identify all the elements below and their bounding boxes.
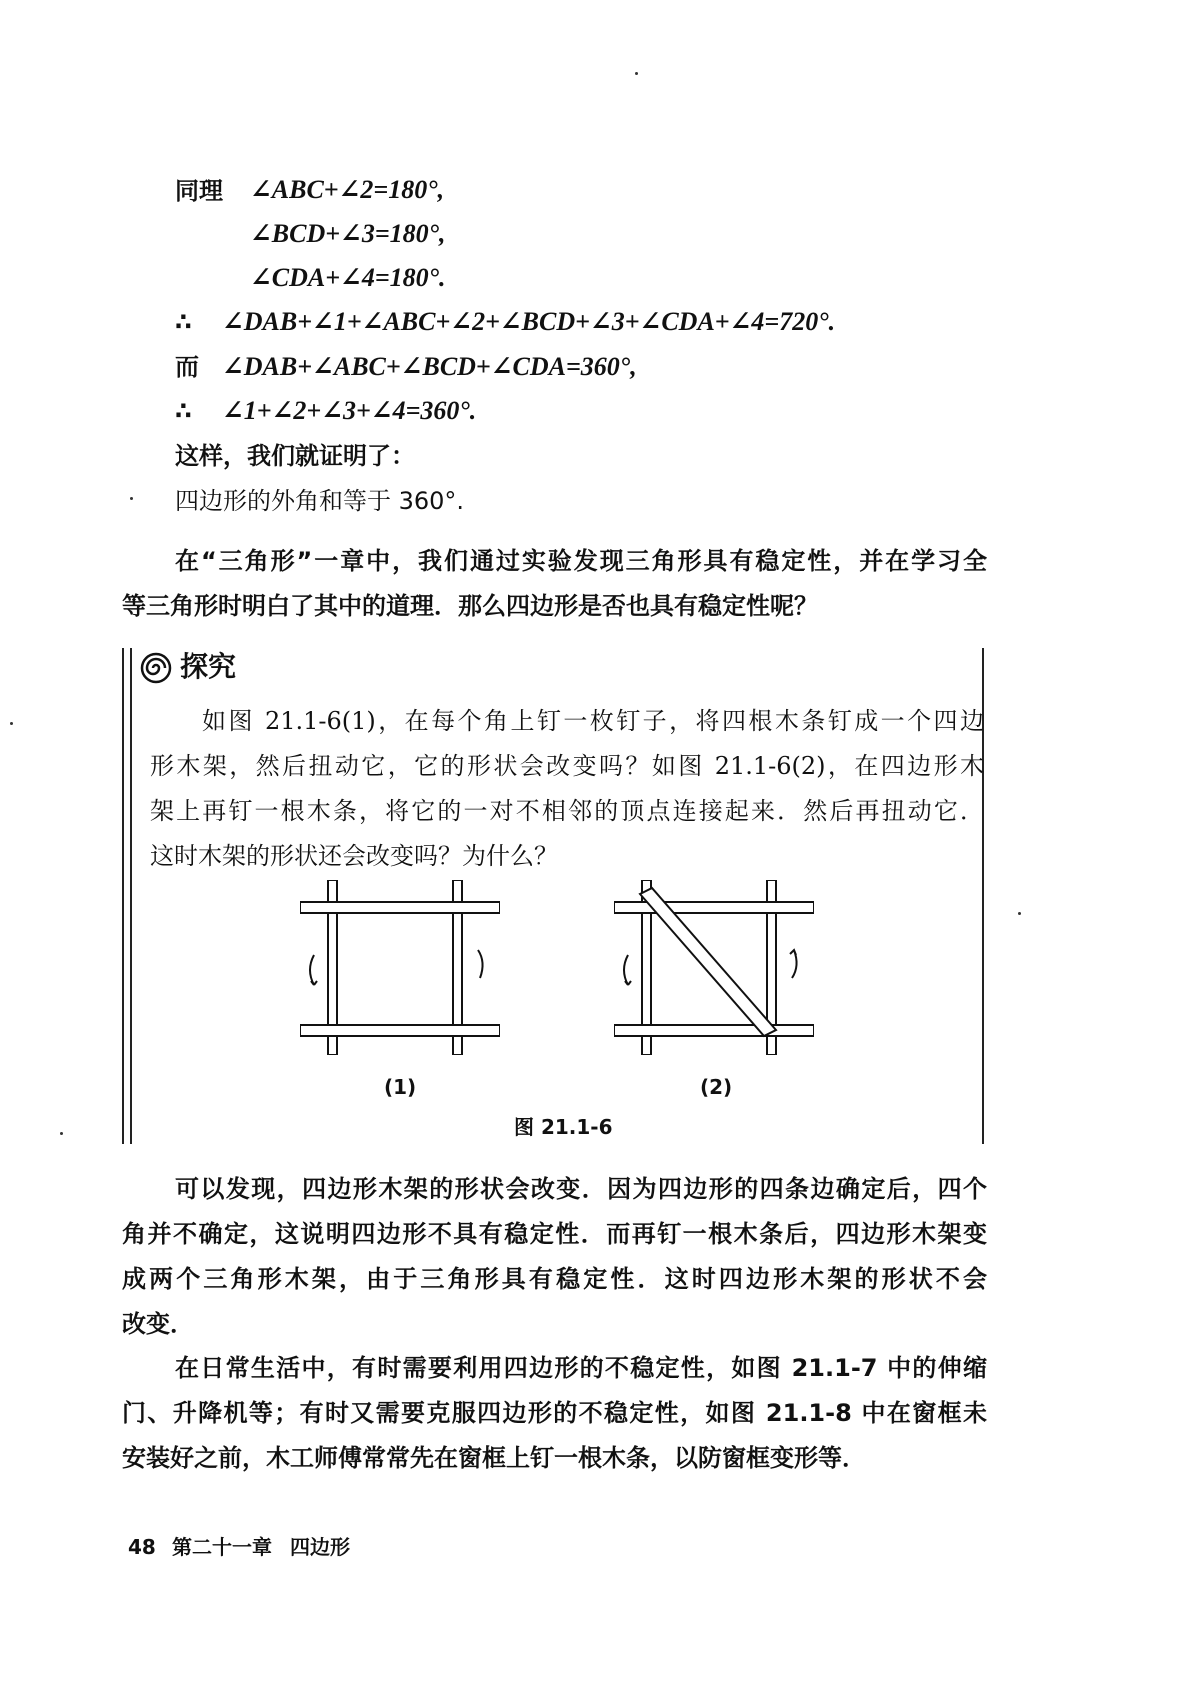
intro-paragraph-line: 在“三角形”一章中，我们通过实验发现三角形具有稳定性，并在学习全 <box>175 547 987 575</box>
proof-line-1: ∠ABC+∠2=180°, <box>250 175 445 204</box>
scan-speck <box>130 497 133 500</box>
explore-text-line: 这时木架的形状还会改变吗？为什么？ <box>150 842 558 870</box>
proof-label-and: 而 <box>175 353 199 381</box>
scan-speck <box>10 722 13 725</box>
scan-speck <box>635 72 638 75</box>
paragraph-line: 可以发现，四边形木架的形状会改变．因为四边形的四条边确定后，四个 <box>175 1175 987 1203</box>
scan-speck <box>1018 912 1021 915</box>
paragraph-line: 在日常生活中，有时需要利用四边形的不稳定性，如图 21.1-7 中的伸缩 <box>175 1354 987 1382</box>
explore-text-line: 如图 21.1-6(1)，在每个角上钉一枚钉子，将四根木条钉成一个四边 <box>202 707 984 735</box>
figure-caption: 图 21.1-6 <box>514 1115 613 1139</box>
page-number: 48 <box>128 1535 156 1559</box>
paragraph-line: 安装好之前，木工师傅常常先在窗框上钉一根木条，以防窗框变形等． <box>122 1444 866 1472</box>
figure-sublabel-1: (1) <box>384 1075 417 1099</box>
wooden-frame-figure-1 <box>300 880 500 1055</box>
therefore-symbol: ∴ <box>175 308 192 336</box>
proof-label-similarly: 同理 <box>175 177 223 205</box>
explore-box <box>122 648 984 1144</box>
proof-line-2: ∠BCD+∠3=180°, <box>250 219 446 248</box>
paragraph-line: 成两个三角形木架，由于三角形具有稳定性．这时四边形木架的形状不会 <box>122 1265 987 1293</box>
proof-line-3: ∠CDA+∠4=180°. <box>250 263 446 292</box>
intro-paragraph-line: 等三角形时明白了其中的道理．那么四边形是否也具有稳定性呢？ <box>122 592 818 620</box>
box-left-border <box>122 648 132 1144</box>
therefore-symbol: ∴ <box>175 397 192 425</box>
chapter-number: 第二十一章 <box>172 1535 272 1559</box>
proof-line-5: ∠DAB+∠ABC+∠BCD+∠CDA=360°, <box>222 352 637 381</box>
figure-sublabel-2: (2) <box>700 1075 733 1099</box>
explore-spiral-icon <box>140 652 172 684</box>
paragraph-line: 门、升降机等；有时又需要克服四边形的不稳定性，如图 21.1-8 中在窗框未 <box>122 1399 987 1427</box>
conclusion-intro: 这样，我们就证明了： <box>175 442 415 470</box>
wooden-frame-figure-2 <box>614 880 814 1055</box>
chapter-title: 四边形 <box>290 1535 350 1559</box>
paragraph-line: 角并不确定，这说明四边形不具有稳定性．而再钉一根木条后，四边形木架变 <box>122 1220 987 1248</box>
proof-line-4: ∠DAB+∠1+∠ABC+∠2+∠BCD+∠3+∠CDA+∠4=720°. <box>222 307 836 336</box>
explore-text-line: 架上再钉一根木条，将它的一对不相邻的顶点连接起来．然后再扭动它． <box>150 797 984 825</box>
scan-speck <box>60 1132 63 1135</box>
paragraph-line: 改变． <box>122 1310 194 1338</box>
proof-line-6: ∠1+∠2+∠3+∠4=360°. <box>222 396 477 425</box>
conclusion-theorem: 四边形的外角和等于 360°. <box>175 487 465 515</box>
explore-text-line: 形木架，然后扭动它，它的形状会改变吗？如图 21.1-6(2)，在四边形木 <box>150 752 984 780</box>
explore-title: 探究 <box>180 650 237 683</box>
